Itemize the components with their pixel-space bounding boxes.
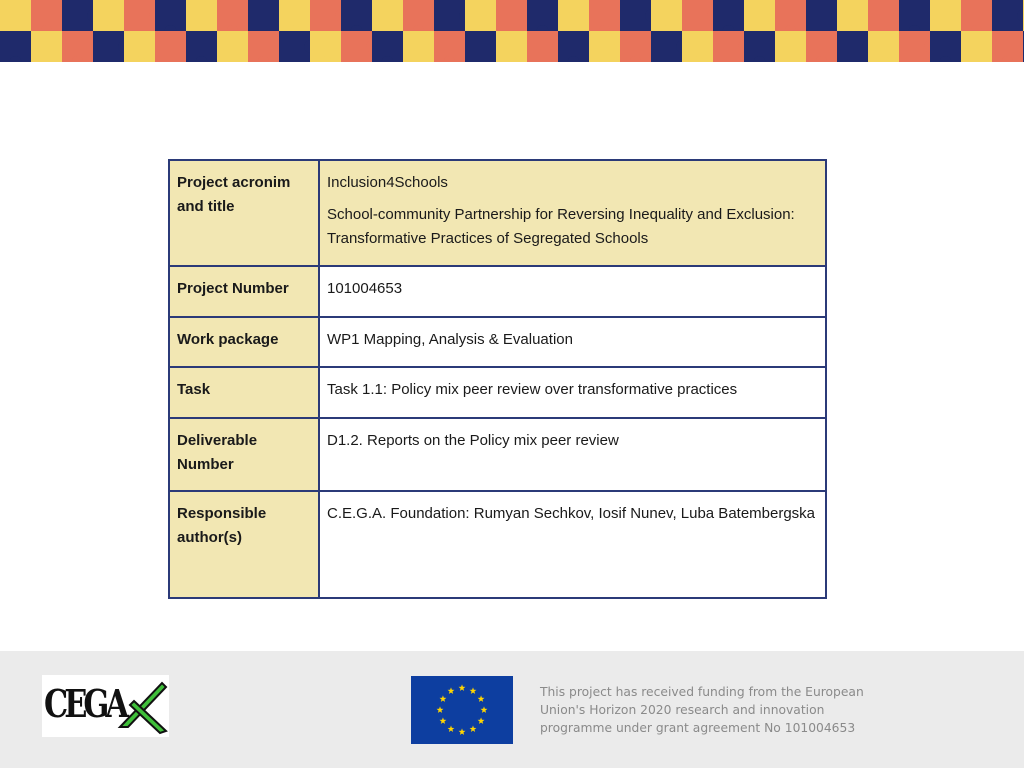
cega-logo-text: CEGA — [44, 681, 125, 726]
project-info-table — [168, 159, 827, 599]
table-row-authors — [169, 491, 826, 598]
table-row-project-number — [169, 266, 826, 317]
value-authors: C.E.G.A. Foundation: Rumyan Sechkov, Iosif Nunev, Luba Batembergska — [319, 491, 826, 598]
label-task: Task — [169, 367, 319, 418]
footer — [0, 651, 1024, 768]
value-project-number: 101004653 — [319, 266, 826, 317]
table-row-work-package — [169, 317, 826, 367]
cega-logo — [42, 675, 169, 737]
label-project-title: Project acronim and title — [169, 160, 319, 266]
value-work-package: WP1 Mapping, Analysis & Evaluation — [319, 317, 826, 367]
value-task: Task 1.1: Policy mix peer review over transformative practices — [319, 367, 826, 418]
value-project-title — [319, 160, 826, 266]
project-full-title: School-community Partnership for Reversing Inequality and Exclusion: Transformative Practices of Segregated Schools — [327, 206, 795, 247]
label-project-number: Project Number — [169, 266, 319, 317]
label-work-package: Work package — [169, 317, 319, 367]
value-deliverable: D1.2. Reports on the Policy mix peer review — [319, 418, 826, 491]
eu-flag-icon — [411, 676, 513, 744]
project-acronym: Inclusion4Schools — [327, 174, 448, 191]
label-authors: Responsible author(s) — [169, 491, 319, 598]
puzzle-pattern-image — [0, 0, 1024, 62]
table-row-task — [169, 367, 826, 418]
table-row-deliverable — [169, 418, 826, 491]
funding-statement: This project has received funding from the European Union's Horizon 2020 research and innovation programme under grant agreement No 101004653 — [540, 685, 864, 735]
cega-logo-swoosh-icon — [114, 677, 168, 735]
label-deliverable: Deliverable Number — [169, 418, 319, 491]
puzzle-banner — [0, 0, 1024, 62]
table-row-project-title — [169, 160, 826, 266]
